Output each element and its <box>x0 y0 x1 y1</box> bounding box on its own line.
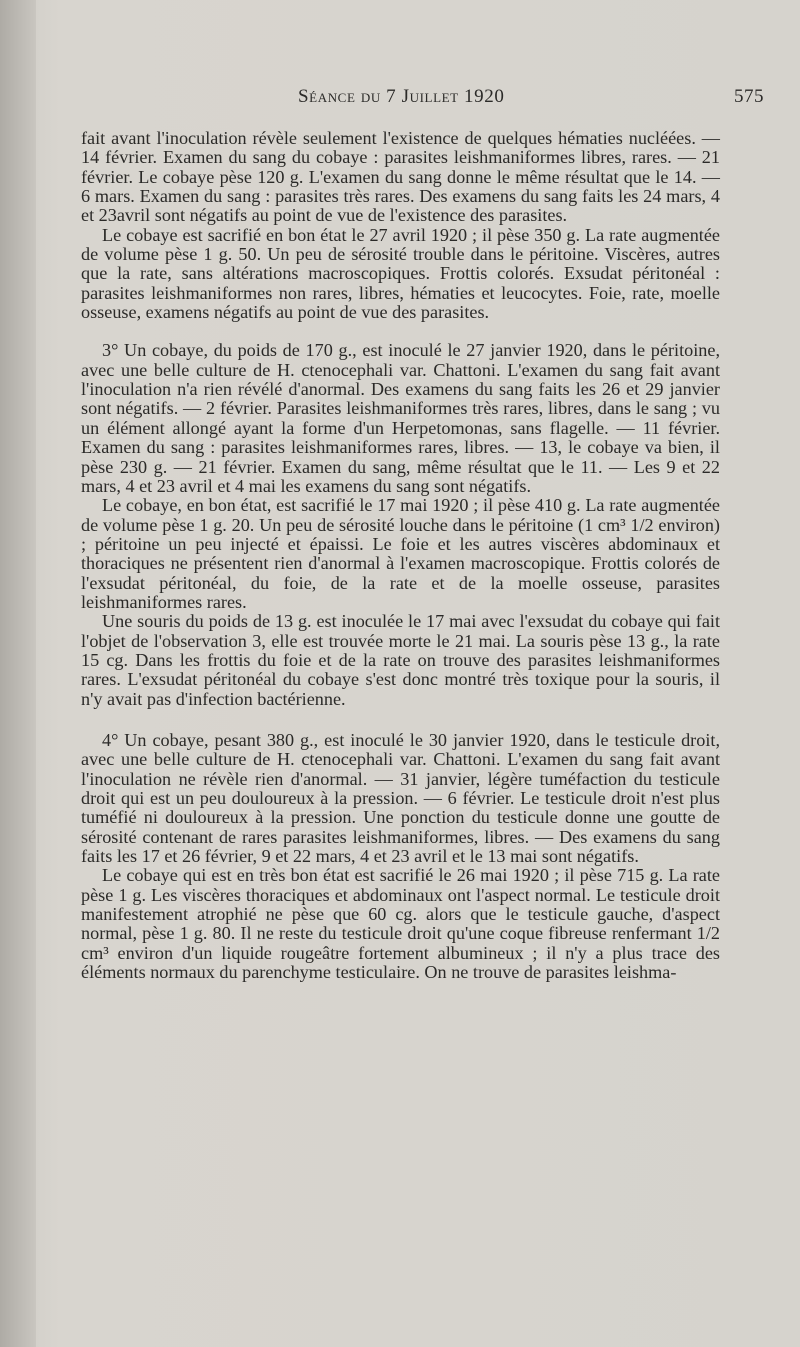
paragraph-observation-4: 4° Un cobaye, pesant 380 g., est inoculé le 30 janvier 1920, dans le testicule droit, avec une belle culture de H. ctenocephali var. Chattoni. L'examen du sang fait avant l'inoculation ne révèle rien d'anormal. — 31 janvier, légère tuméfaction du testicule droit qui est un peu douloureux à la pression. — 6 février. Le testicule droit n'est plus tuméfié ni douloureux à la pression. Une ponction du testicule donne une goutte de sérosité contenant de rares parasites leishmaniformes, libres. — Des examens du sang faits les 17 et 26 février, 9 et 22 mars, 4 et 23 avril et le 13 mai sont négatifs. <box>81 729 720 867</box>
paragraph-mouse-inoculation: Une souris du poids de 13 g. est inoculée le 17 mai avec l'exsudat du cobaye qui fait l'objet de l'observation 3, elle est trouvée morte le 21 mai. La souris pèse 13 g., la rate 15 cg. Dans les frottis du foie et de la rate on trouve des parasites leishmaniformes rares. L'exsudat péritonéal du cobaye s'est donc montré très toxique pour la souris, il n'y avait pas d'infection bactérienne. <box>81 611 720 709</box>
paragraph-observation-3: 3° Un cobaye, du poids de 170 g., est inoculé le 27 janvier 1920, dans le péritoine, avec une belle culture de H. ctenocephali var. Chattoni. L'examen du sang fait avant l'inoculation n'a rien révélé d'anormal. Des examens du sang faits les 26 et 29 janvier sont négatifs. — 2 février. Parasites leishmaniformes très rares, libres, dans le sang ; vu un élément allongé ayant la forme d'un Herpetomonas, sans flagelle. — 11 février. Examen du sang : parasites leishmaniformes rares, libres. — 13, le cobaye va bien, il pèse 230 g. — 21 février. Examen du sang, même résultat que le 11. — Les 9 et 22 mars, 4 et 23 avril et 4 mai les examens du sang sont négatifs. <box>81 340 720 496</box>
paragraph-continuation: fait avant l'inoculation révèle seulement l'existence de quelques hématies nucléées. — 14 février. Examen du sang du cobaye : parasites leishmaniformes libres, rares. — 21 février. Le cobaye pèse 120 g. L'examen du sang donne le même résultat que le 14. — 6 mars. Examen du sang : parasites très rares. Des examens du sang faits les 24 mars, 4 et 23avril sont négatifs au point de vue de l'existence des parasites. <box>81 128 720 226</box>
running-title: Séance du 7 Juillet 1920 <box>298 86 505 107</box>
binding-gutter <box>0 0 36 1347</box>
paragraph-sacrifice-obs2: Le cobaye est sacrifié en bon état le 27 avril 1920 ; il pèse 350 g. La rate augmentée de volume pèse 1 g. 50. Un peu de sérosité trouble dans le péritoine. Viscères, autres que la rate, sans altérations macroscopiques. Frottis colorés. Exsudat péritonéal : parasites leishmaniformes non rares, libres, hématies et leucocytes. Foie, rate, moelle osseuse, examens négatifs au point de vue des parasites. <box>81 224 720 323</box>
page-number: 575 <box>734 86 764 107</box>
running-header <box>0 86 800 110</box>
paragraph-sacrifice-obs4: Le cobaye qui est en très bon état est sacrifié le 26 mai 1920 ; il pèse 715 g. La rate pèse 1 g. Les viscères thoraciques et abdominaux ont l'aspect normal. Le testicule droit manifestement atrophié ne pèse que 60 cg. alors que le testicule gauche, d'aspect normal, pèse 1 g. 80. Il ne reste du testicule droit qu'une coque fibreuse renfermant 1/2 cm³ environ d'un liquide rougeâtre fortement albumineux ; il n'y a plus trace des éléments normaux du parenchyme testiculaire. On ne trouve de parasites leishma- <box>81 865 720 983</box>
paragraph-sacrifice-obs3: Le cobaye, en bon état, est sacrifié le 17 mai 1920 ; il pèse 410 g. La rate augmentée de volume pèse 1 g. 20. Un peu de sérosité louche dans le péritoine (1 cm³ 1/2 environ) ; péritoine un peu injecté et épaissi. Le foie et les autres viscères abdominaux et thoraciques ne présentent rien d'anormal à l'examen macroscopique. Frottis colorés de l'exsudat péritonéal, du foie, de la rate et de la moelle osseuse, parasites leishmaniformes rares. <box>81 495 720 612</box>
body-text <box>81 129 720 982</box>
